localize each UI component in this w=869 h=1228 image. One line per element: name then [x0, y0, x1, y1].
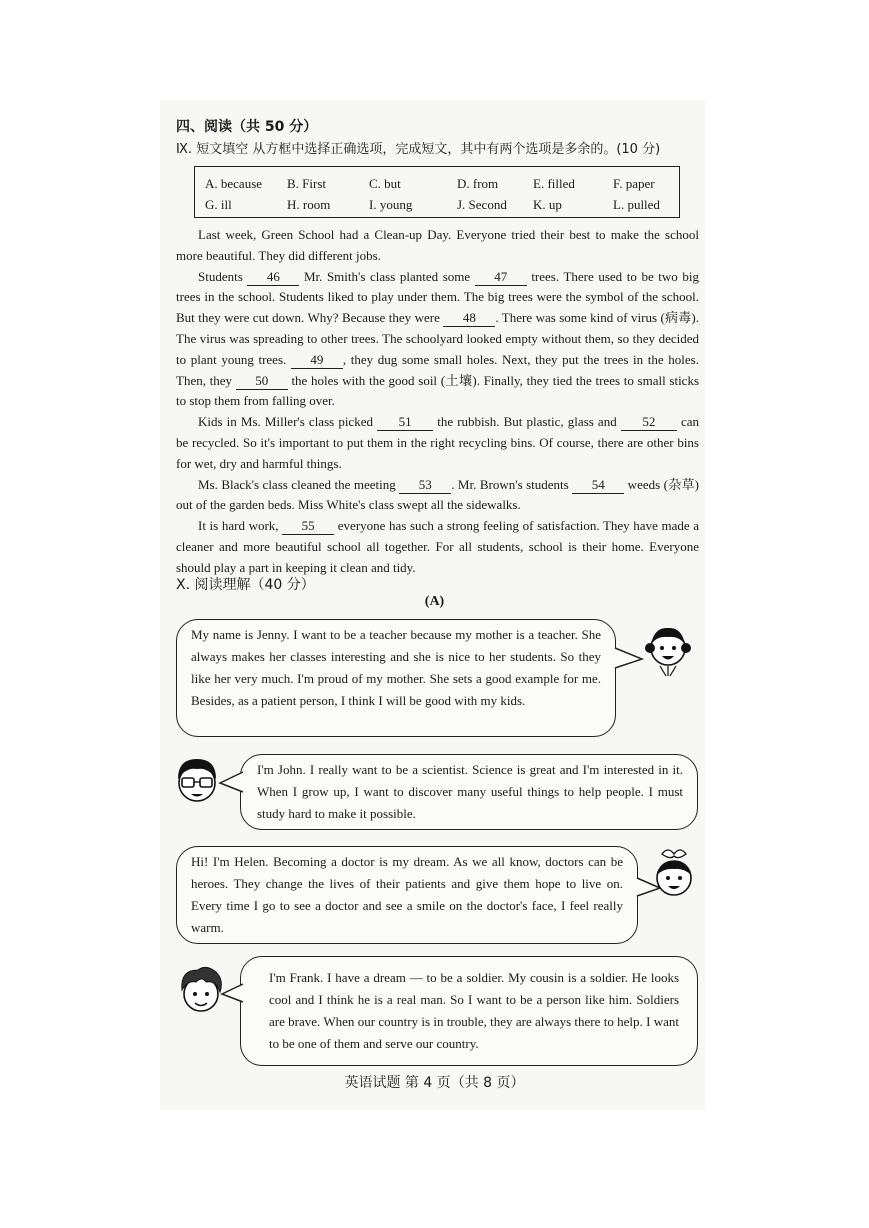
blank-48: 48 — [443, 310, 495, 327]
text: everyone has such a strong feeling of satisfaction. They have made a cleaner and more beautiful school all together. For all students, school is their home. Everyone should play a part in keeping it clean and tidy. — [176, 518, 699, 575]
options-box — [194, 166, 680, 218]
text: trees. There used to be two big trees in the school. Students liked to play under them. The big trees were the symbol of the school. But they were cut down. Why? Because they were — [176, 268, 699, 326]
text: . There was some kind of virus (病毒). The virus was spreading to other trees. The schoolyard looked empty without them, so they decided to plant young trees. — [176, 310, 699, 367]
text: It is hard work, — [198, 518, 283, 534]
text: the holes with the good soil (土壤). Finally, they tied the trees to small sticks to stop them from falling over. — [176, 372, 700, 409]
frank-face-icon — [176, 962, 226, 1020]
paragraph-3 — [176, 412, 699, 474]
section-title: 四、阅读（共 50 分） — [176, 119, 318, 135]
paragraph-1: Last week, Green School had a Clean-up Day. Everyone tried their best to make the school more beautiful. They did different jobs. — [176, 227, 699, 263]
option-d: D. from — [457, 176, 499, 191]
jenny-text: My name is Jenny. I want to be a teacher because my mother is a teacher. She always makes her classes interesting and she is nice to her students. So they like her very much. I'm proud of my mother. She sets a good example for me. Besides, as a patient person, I think I will be good with my kids. — [191, 627, 601, 708]
helen-speech-bubble — [176, 846, 638, 944]
paragraph-5 — [176, 516, 699, 578]
blank-52: 52 — [621, 414, 677, 431]
frank-speech-bubble — [240, 956, 698, 1066]
blank-49: 49 — [291, 352, 343, 369]
blank-54: 54 — [572, 477, 624, 494]
blank-55: 55 — [282, 518, 334, 535]
text: weeds (杂草) out of the garden beds. Miss White's class swept all the sidewalks. — [176, 476, 699, 513]
paragraph-4 — [176, 475, 699, 517]
option-a: A. because — [205, 176, 263, 191]
text: Kids in Ms. Miller's class picked — [198, 414, 378, 430]
blank-50: 50 — [236, 373, 288, 390]
jenny-speech-bubble — [176, 619, 616, 737]
blank-53: 53 — [399, 477, 451, 494]
option-l: L. pulled — [613, 197, 660, 212]
helen-face-icon — [648, 842, 698, 902]
blank-51: 51 — [377, 414, 433, 431]
cloze-instructions: Ⅸ. 短文填空 从方框中选择正确选项，完成短文，其中有两个选项是多余的。(10 分) — [176, 142, 661, 157]
option-h: H. room — [287, 197, 331, 212]
option-e: E. filled — [533, 176, 575, 191]
option-j: J. Second — [457, 197, 507, 212]
option-f: F. paper — [613, 176, 655, 191]
cloze-passage — [176, 225, 699, 579]
option-b: B. First — [287, 176, 327, 191]
frank-text: I'm Frank. I have a dream — to be a soldier. My cousin is a soldier. He looks cool and I think he is a real man. So I want to be a person like him. Soldiers are brave. When our country is in trouble, they are always there to help. I want to be one of them and serve our country. — [269, 970, 679, 1051]
text: Ms. Black's class cleaned the meeting — [198, 476, 400, 492]
text: Students — [198, 268, 248, 284]
option-k: K. up — [533, 197, 562, 212]
boy-face-icon — [172, 753, 222, 809]
blank-47: 47 — [475, 269, 527, 286]
paragraph-2 — [176, 267, 699, 413]
reading-section-title: Ⅹ. 阅读理解（40 分） — [176, 577, 315, 593]
girl-face-icon — [644, 618, 692, 680]
option-c: C. but — [369, 176, 401, 191]
john-speech-bubble — [240, 754, 698, 830]
john-text: I'm John. I really want to be a scientist. Science is great and I'm interested in it. When I grow up, I want to discover many useful things to help people. I must study hard to make it possible. — [257, 762, 683, 821]
helen-text: Hi! I'm Helen. Becoming a doctor is my dream. As we all know, doctors can be heroes. They change the lives of their patients and give them hope to live on. Every time I go to see a doctor and see a smile on the doctor's face, I feel really warm. — [191, 854, 623, 935]
jenny-bubble-tail — [614, 646, 644, 672]
part-a-title: (A) — [424, 594, 445, 609]
text: can be recycled. So it's important to put them in the right recycling bins. Of course, there are other bins for wet, dry and harmful things. — [176, 414, 699, 471]
option-g: G. ill — [205, 197, 232, 212]
page-footer: 英语试题 第 4 页（共 8 页） — [344, 1075, 525, 1091]
text: the rubbish. But plastic, glass and — [433, 414, 621, 430]
text: . Mr. Brown's students — [451, 476, 573, 492]
text: , they dug some small holes. Next, they put the trees in the holes. Then, they — [176, 351, 699, 388]
text: Mr. Smith's class planted some — [299, 268, 475, 284]
blank-46: 46 — [247, 269, 299, 286]
option-i: I. young — [369, 197, 413, 212]
